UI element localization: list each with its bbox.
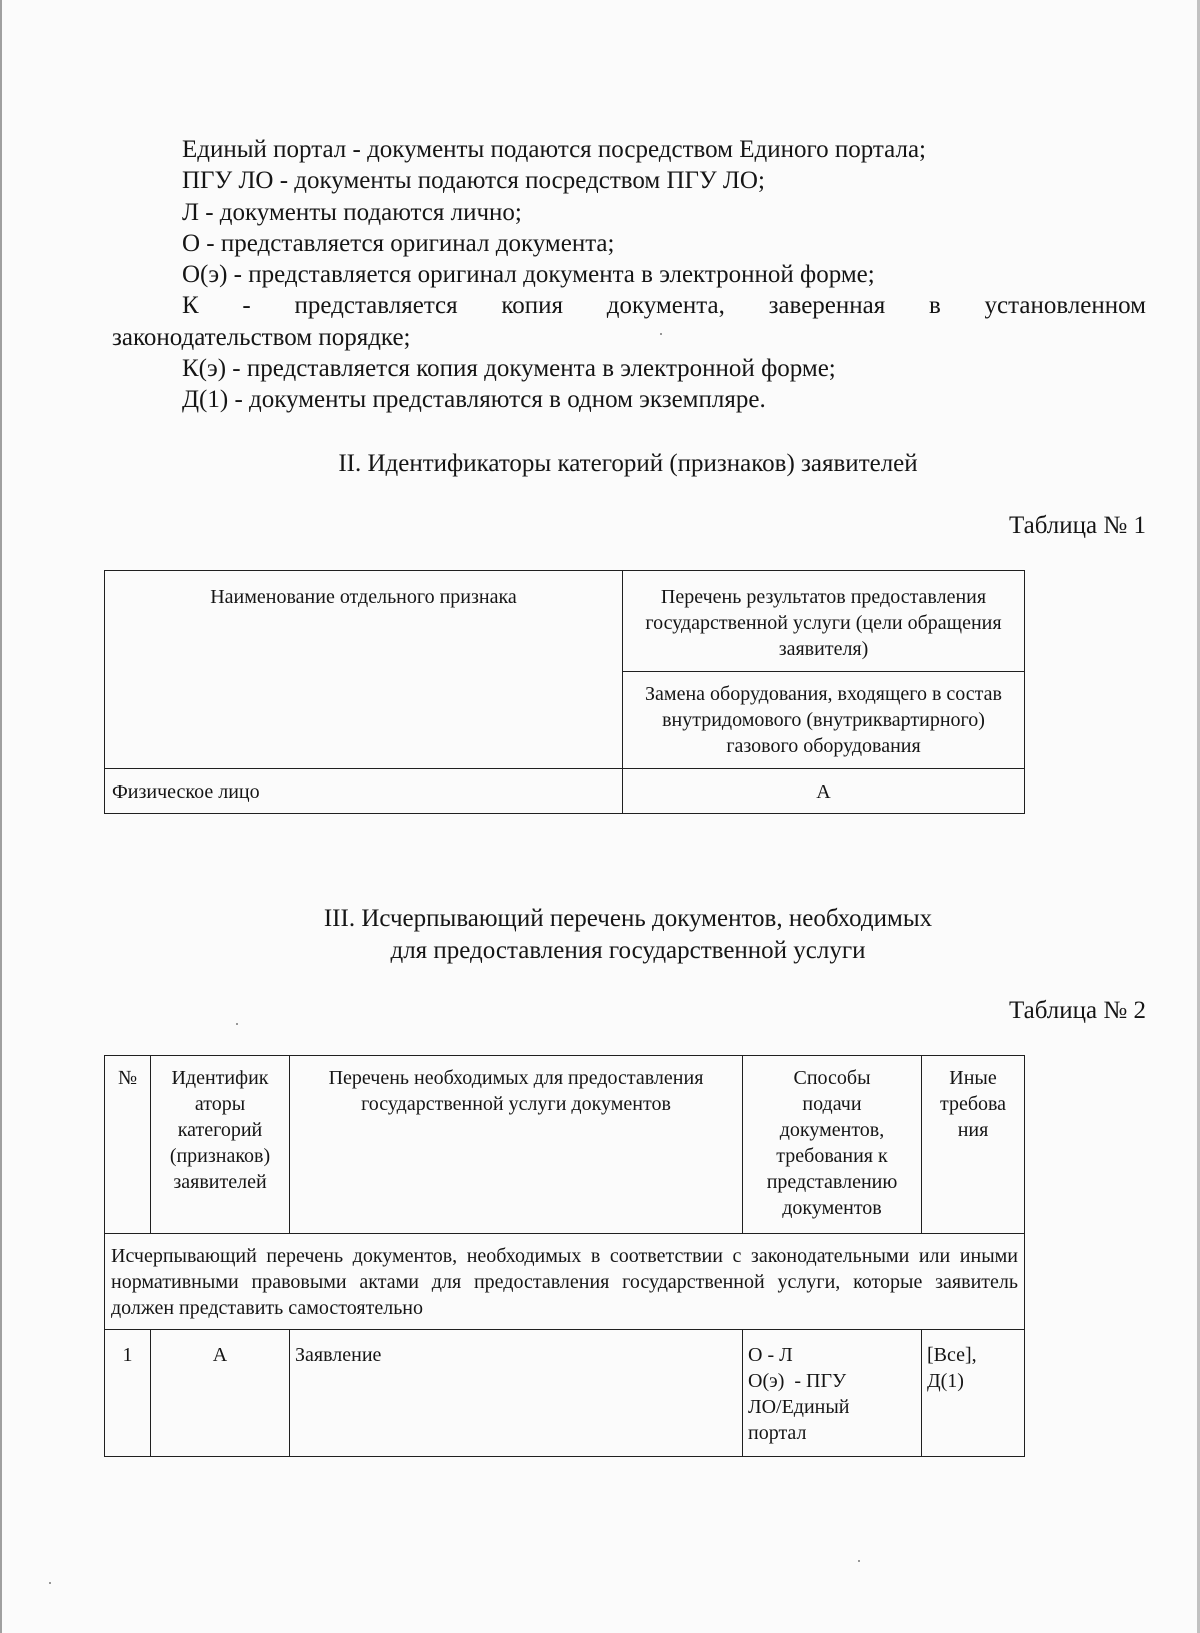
header-identifiers: Идентифик аторы категорий (признаков) заявителей: [151, 1056, 290, 1234]
table-1-label: Таблица № 1: [1008, 512, 1146, 539]
section-description: Исчерпывающий перечень документов, необходимых в соответствии с законодательными или иными нормативными правовыми актами для предоставления государственной услуги, которые заявитель должен представить самостоятельно: [105, 1234, 1025, 1330]
section-2-heading: II. Идентификаторы категорий (признаков) заявителей: [338, 450, 918, 477]
legend-line: О(э) - представляется оригинал документа в электронной форме;: [182, 261, 875, 289]
header-number: №: [105, 1056, 151, 1234]
table-header-row: [105, 1056, 1025, 1234]
row-identifier: А: [151, 1330, 290, 1457]
row-submission-methods: О - Л О(э) - ПГУ ЛО/Единый портал: [743, 1330, 922, 1457]
scan-speck: [236, 1023, 238, 1025]
scan-speck: [49, 1582, 51, 1584]
row-document: Заявление: [290, 1330, 743, 1457]
table-2-label: Таблица № 2: [1008, 997, 1146, 1024]
legend-line-k-continued: законодательством порядке;: [112, 323, 411, 351]
table-subheader-result: Замена оборудования, входящего в состав внутридомового (внутриквартирного) газового оборудования: [623, 672, 1025, 769]
row-value: А: [623, 769, 1025, 814]
applicant-categories-table: [104, 570, 1025, 814]
row-label: Физическое лицо: [105, 769, 623, 814]
legend-line: ПГУ ЛО - документы подаются посредством ПГУ ЛО;: [182, 167, 765, 195]
legend-line: К(э) - представляется копия документа в электронной форме;: [182, 355, 836, 383]
legend-line: Л - документы подаются лично;: [182, 198, 522, 226]
table-header-results: Перечень результатов предоставления государственной услуги (цели обращения заявителя): [623, 571, 1025, 672]
table-row: [105, 769, 1025, 814]
legend-line: О - представляется оригинал документа;: [182, 229, 615, 257]
legend-line: Д(1) - документы представляются в одном экземпляре.: [182, 386, 766, 414]
header-documents-list: Перечень необходимых для предоставления государственной услуги документов: [290, 1056, 743, 1234]
abbreviation-legend: [112, 134, 1146, 416]
legend-line: Единый портал - документы подаются посредством Единого портала;: [182, 136, 926, 163]
table-section-row: [105, 1234, 1025, 1330]
legend-line-k: К - представляется копия документа, заверенная в установленном: [182, 292, 1146, 320]
table-header-feature-name: Наименование отдельного признака: [105, 571, 623, 769]
section-3-heading-line-2: для предоставления государственной услуги: [390, 937, 866, 964]
header-other-requirements: Иные требова ния: [922, 1056, 1025, 1234]
row-number: 1: [105, 1330, 151, 1457]
header-submission-methods: Способы подачи документов, требования к представлению документов: [743, 1056, 922, 1234]
scan-edge-left: [0, 0, 2, 1633]
scan-speck: [858, 1560, 860, 1562]
scan-speck: [660, 333, 662, 335]
documents-table: [104, 1055, 1025, 1457]
row-other-requirements: [Все], Д(1): [922, 1330, 1025, 1457]
section-3-heading-line-1: III. Исчерпывающий перечень документов, необходимых: [323, 905, 933, 932]
table-row: [105, 1330, 1025, 1457]
